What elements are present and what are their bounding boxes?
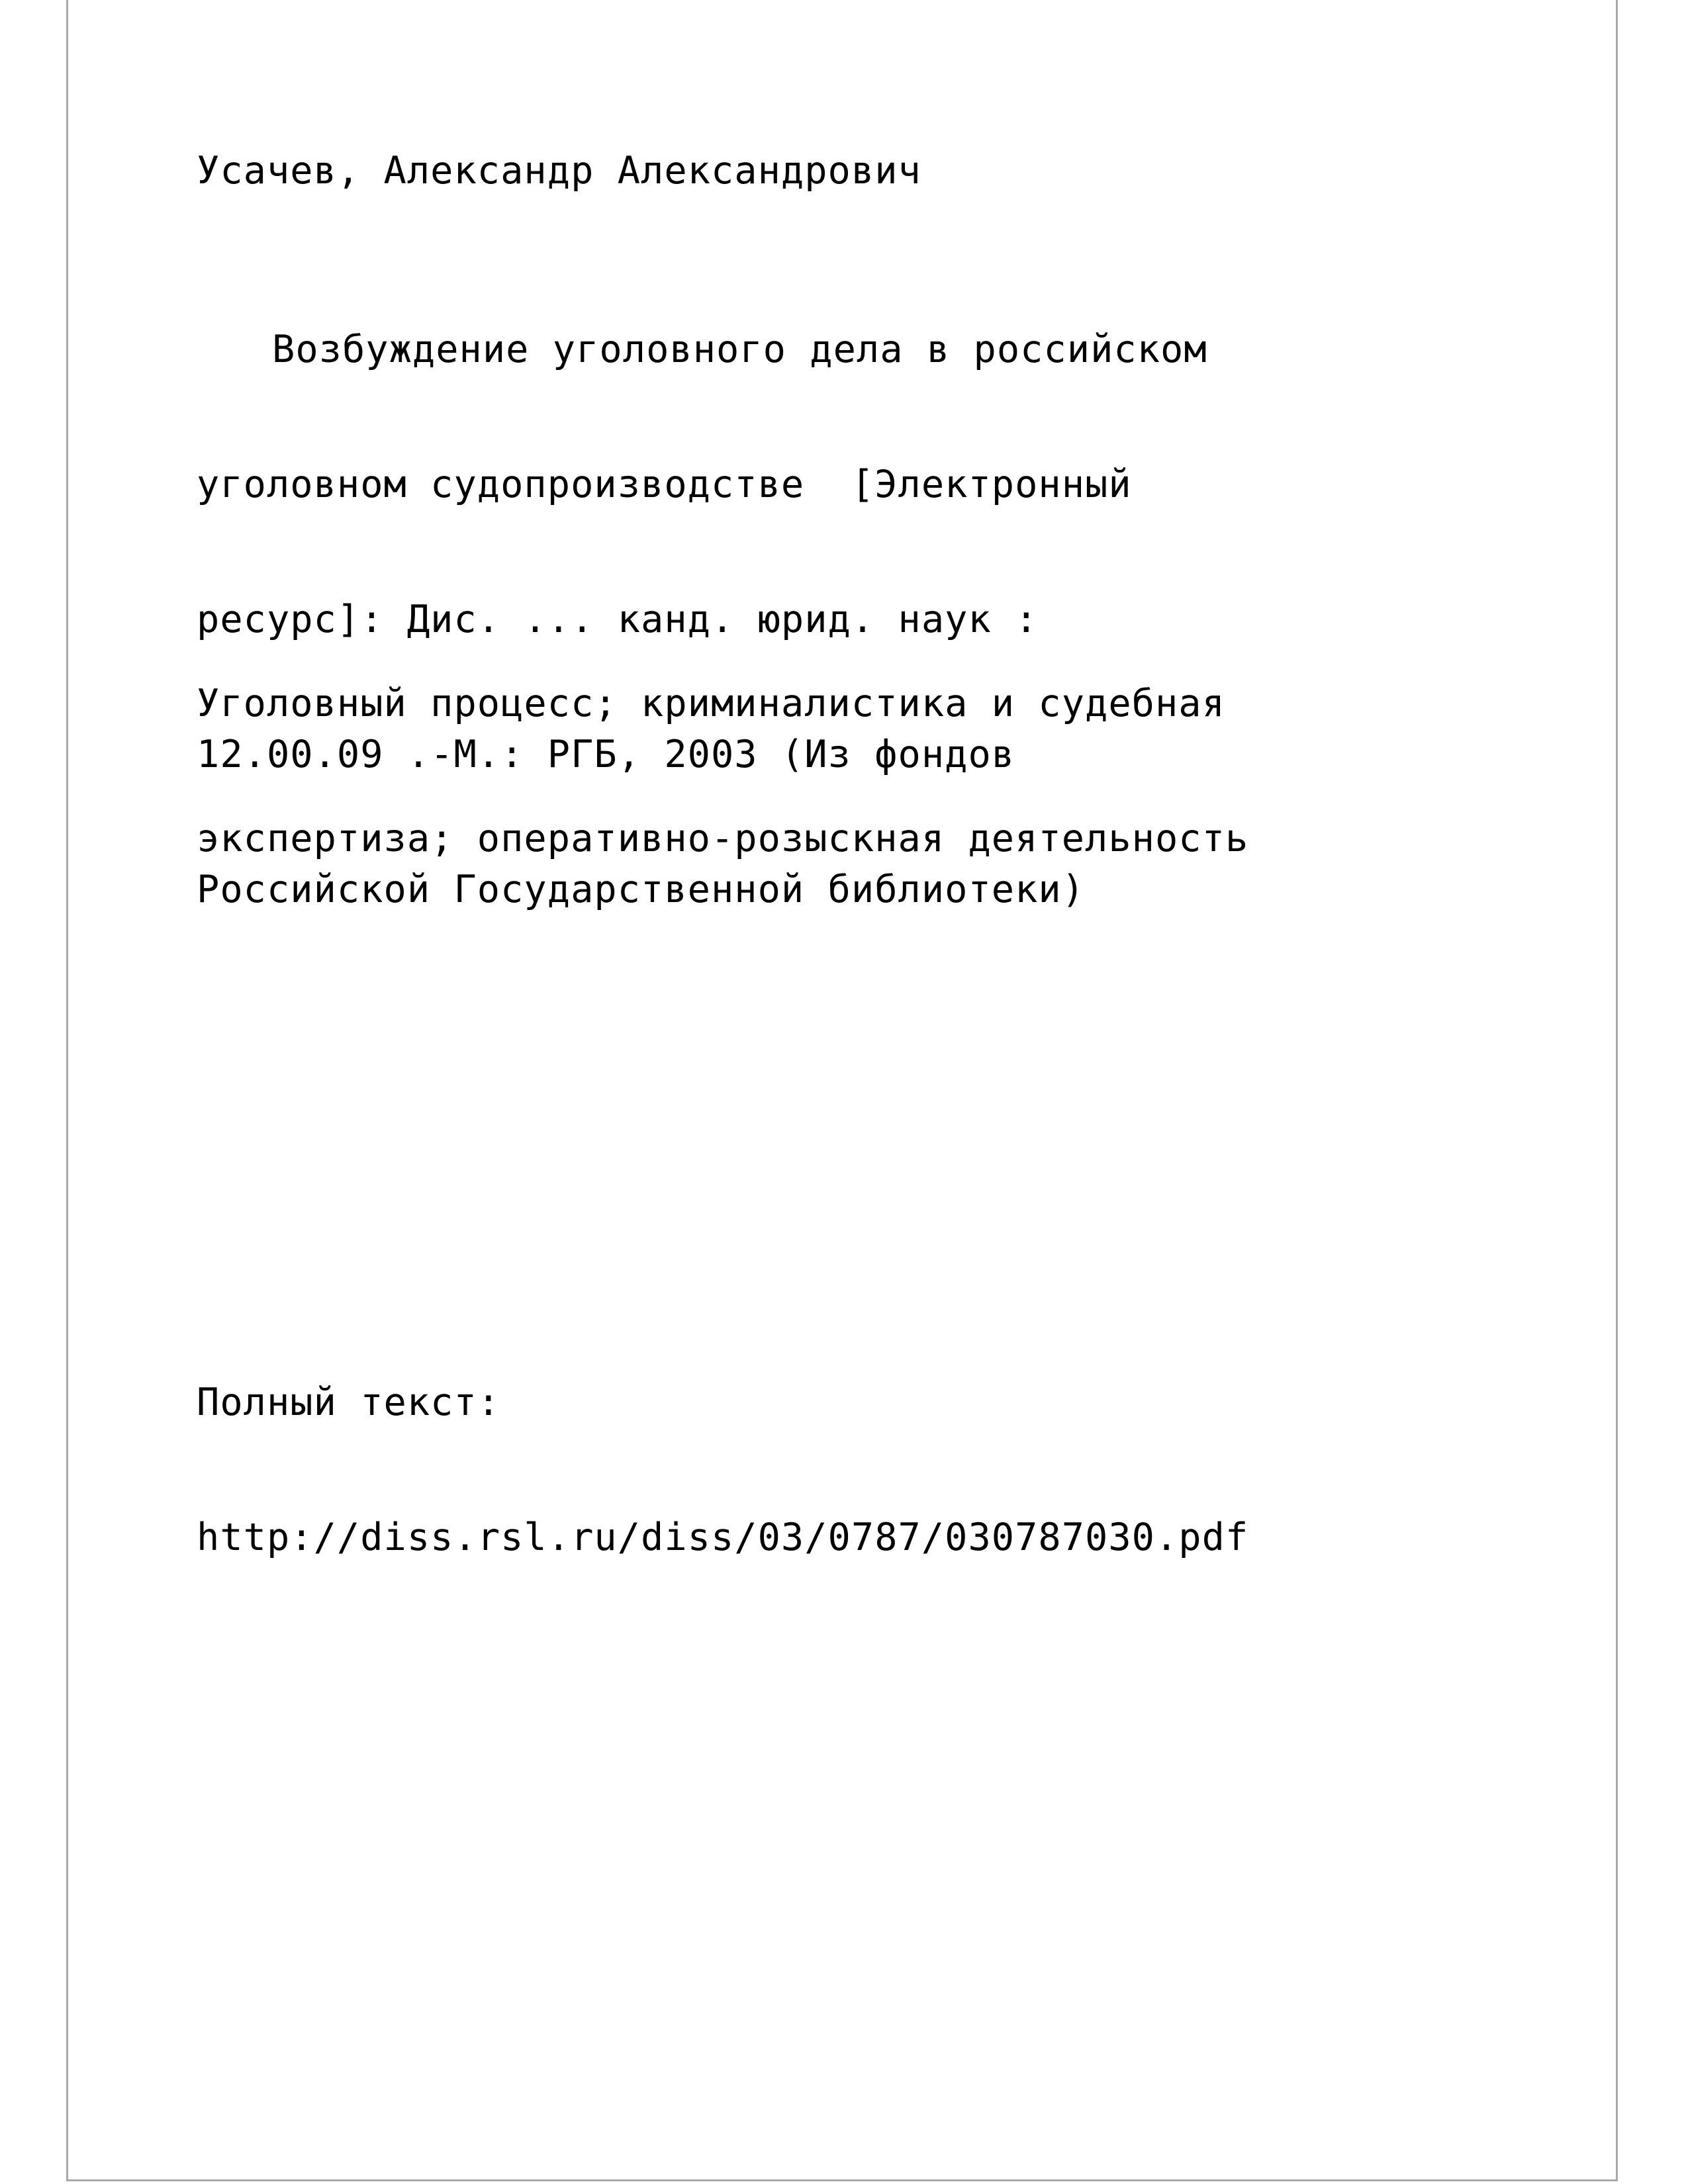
title-line: Возбуждение уголовного дела в российском <box>272 328 1207 371</box>
fulltext-url: http://diss.rsl.ru/diss/03/0787/030787030.pdf <box>197 1516 1249 1559</box>
title-line: уголовном судопроизводстве [Электронный <box>197 463 1132 506</box>
subject-headings <box>197 591 1248 906</box>
fulltext-section <box>197 1290 1248 1605</box>
title-line: ресурс]: Дис. ... канд. юрид. наук : <box>197 598 1039 641</box>
title-line: 12.00.09 .-М.: РГБ, 2003 (Из фондов <box>197 733 1015 776</box>
title-line: Российской Государственной библиотеки) <box>197 868 1086 911</box>
fulltext-label: Полный текст: <box>197 1381 501 1424</box>
subject-line: Уголовный процесс; криминалистика и судебная <box>197 682 1225 725</box>
author-name: Усачев, Александр Александрович <box>197 149 921 193</box>
subject-line: экспертиза; оперативно-розыскная деятельность <box>197 817 1249 860</box>
